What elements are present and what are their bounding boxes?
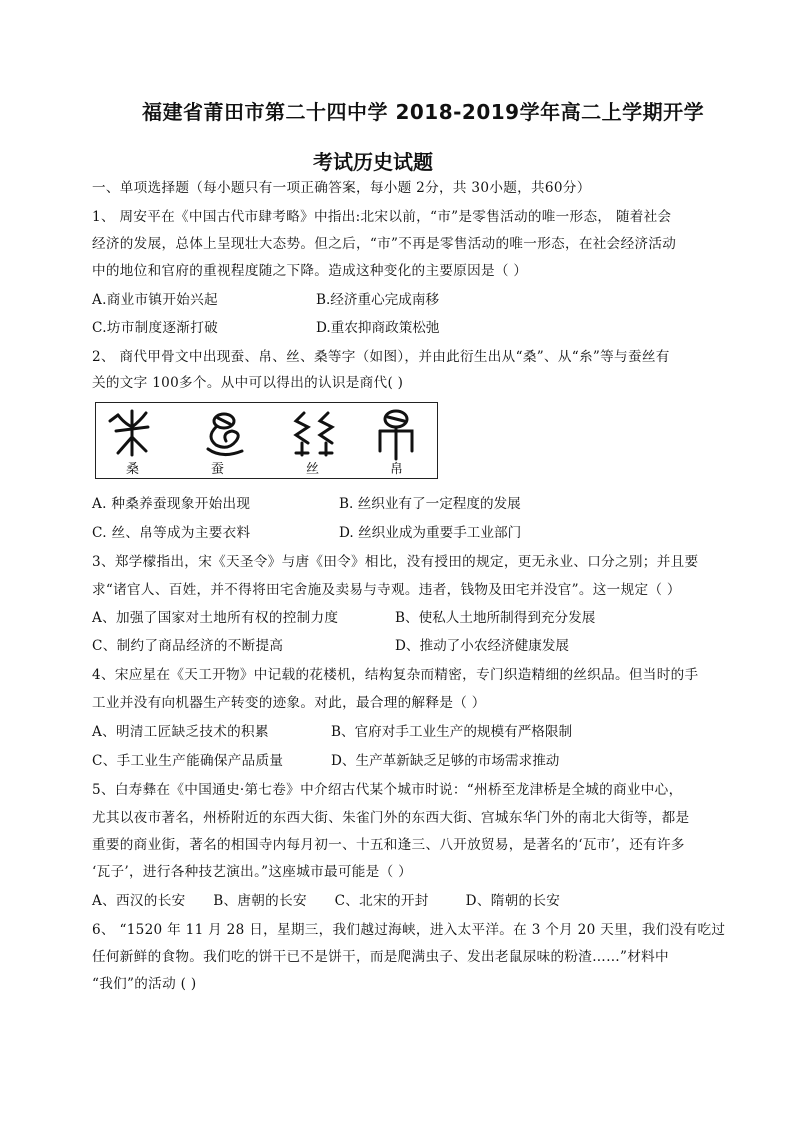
q3-stem-line2: 求“诸官人、百姓，并不得将田宅舍施及卖易与寺观。违者，钱物及田宅并没官”。这一规定（ ）	[92, 582, 681, 598]
q1-option-b: B.经济重心完成南移	[316, 292, 440, 308]
q6-stem-line1: 6、 “1520 年 11 月 28 日，星期三，我们越过海峡，进入太平洋。在 3 个月 20 天里，我们没有吃过	[92, 922, 726, 938]
exam-title-line2: 考试历史试题	[313, 150, 433, 174]
q1-option-d: D.重农抑商政策松弛	[316, 320, 440, 336]
q3-stem-line1: 3、郑学檬指出，宋《天圣令》与唐《田令》相比，没有授田的规定，更无永业、口分之别；并且要	[92, 554, 699, 570]
q4-option-d: D、生产革新缺乏足够的市场需求推动	[331, 753, 560, 769]
figure-caption-silkworm: 蚕	[211, 462, 225, 477]
q3-option-d: D、推动了小农经济健康发展	[395, 638, 570, 654]
cloth-glyph-icon	[380, 411, 412, 459]
q6-stem-line3: “我们”的活动 ( )	[92, 976, 197, 992]
silk-thread-glyph-icon	[296, 413, 332, 455]
q2-option-d: D. 丝织业成为重要手工业部门	[339, 525, 522, 541]
figure-caption-cloth: 帛	[390, 462, 404, 477]
q5-stem-line4: ‘瓦子’，进行各种技艺演出。”这座城市最可能是（ ）	[92, 864, 412, 880]
q1-stem-line2: 经济的发展，总体上呈现壮大态势。但之后，“市”不再是零售活动的唯一形态，在社会经济活动	[92, 236, 677, 252]
q2-option-b: B. 丝织业有了一定程度的发展	[339, 496, 521, 512]
section-heading: 一、单项选择题（每小题只有一项正确答案，每小题 2分，共 30小题，共60分）	[92, 180, 591, 196]
q1-stem-line1: 1、 周安平在《中国古代市肆考略》中指出:北宋以前，“市”是零售活动的唯一形态， 随着社会	[92, 209, 672, 225]
q4-option-a: A、明清工匠缺乏技术的积累	[92, 724, 269, 740]
q6-stem-line2: 任何新鲜的食物。我们吃的饼干已不是饼干，而是爬满虫子、发出老鼠尿味的粉渣……”材料中	[92, 949, 669, 965]
q1-option-a: A.商业市镇开始兴起	[92, 292, 218, 308]
mulberry-glyph-icon	[110, 411, 148, 455]
q5-stem-line1: 5、白寿彝在《中国通史·第七卷》中介绍古代某个城市时说：“州桥至龙津桥是全城的商业中心，	[92, 782, 683, 798]
q5-options: A、西汉的长安 B、唐朝的长安 C、北宋的开封 D、隋朝的长安	[92, 893, 561, 909]
q3-option-c: C、制约了商品经济的不断提高	[92, 638, 284, 654]
q1-option-c: C.坊市制度逐渐打破	[92, 320, 218, 336]
q4-stem-line1: 4、宋应星在《天工开物》中记载的花楼机，结构复杂而精密，专门织造精细的丝织品。但当时的手	[92, 667, 699, 683]
silkworm-glyph-icon	[208, 414, 242, 455]
q3-option-a: A、加强了国家对土地所有权的控制力度	[92, 610, 339, 626]
oracle-bone-figure	[95, 402, 438, 479]
q4-option-b: B、官府对手工业生产的规模有严格限制	[331, 724, 573, 740]
figure-caption-silk: 丝	[306, 462, 320, 477]
oracle-bone-glyphs	[96, 403, 436, 477]
q5-stem-line2: 尤其以夜市著名，州桥附近的东西大街、朱雀门外的东西大街、宫城东华门外的南北大街等，都是	[92, 810, 690, 826]
q3-option-b: B、使私人土地所制得到充分发展	[395, 610, 596, 626]
q1-stem-line3: 中的地位和官府的重视程度随之下降。造成这种变化的主要原因是（ ）	[92, 263, 528, 279]
q2-stem-line2: 关的文字 100多个。从中可以得出的认识是商代( )	[92, 375, 404, 391]
q2-option-a: A. 种桑养蚕现象开始出现	[92, 496, 251, 512]
q5-stem-line3: 重要的商业街，著名的相国寺内每月初一、十五和逢三、八开放贸易，是著名的‘瓦市’，还有许多	[92, 837, 685, 853]
q4-option-c: C、手工业生产能确保产品质量	[92, 753, 284, 769]
exam-title-line1: 福建省莆田市第二十四中学 2018-2019学年高二上学期开学	[142, 100, 705, 124]
q2-option-c: C. 丝、帛等成为主要衣料	[92, 525, 251, 541]
q2-stem-line1: 2、 商代甲骨文中出现蚕、帛、丝、桑等字（如图），并由此衍生出从“桑”、从“糸”等与蚕丝有	[92, 349, 670, 365]
figure-caption-mulberry: 桑	[126, 462, 140, 477]
q4-stem-line2: 工业并没有向机器生产转变的迹象。对此，最合理的解释是（ ）	[92, 695, 486, 711]
